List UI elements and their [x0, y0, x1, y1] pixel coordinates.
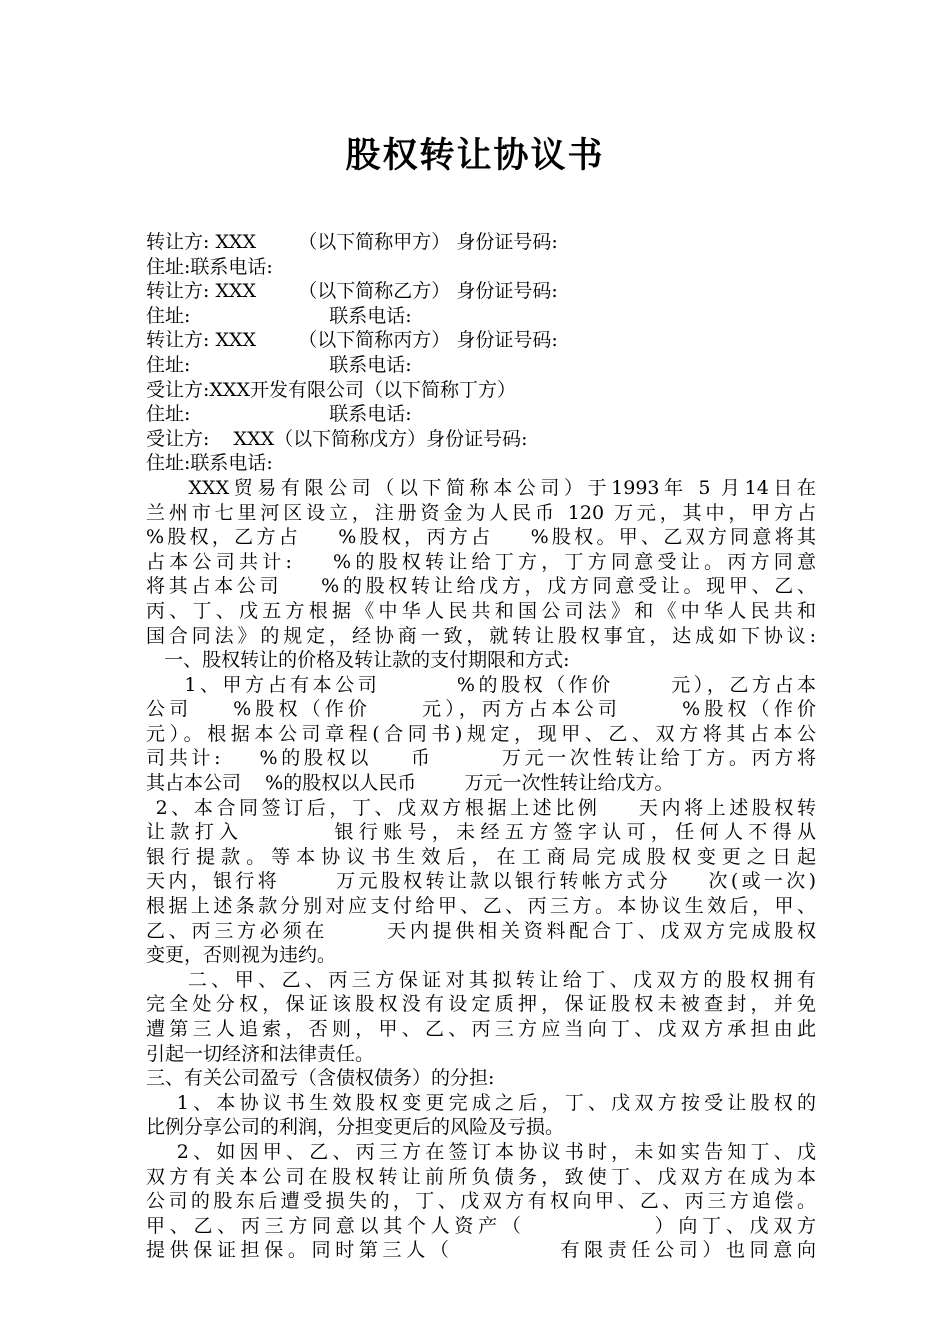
text-line: 转让方: XXX （以下简称甲方） 身份证号码: — [146, 231, 558, 253]
text-line: 司共计: %的股权以 币 万元一次性转让给丁方。丙方将 — [146, 747, 816, 770]
text-line: 转让方: XXX （以下简称丙方） 身份证号码: — [146, 329, 558, 352]
text-line: 住址:联系电话: — [146, 255, 273, 278]
text-line: 住址: 联系电话: — [146, 403, 412, 426]
text-line: 住址: 联系电话: — [146, 304, 412, 327]
text-line: 公司的股东后遭受损失的，丁、戊双方有权向甲、乙、丙三方追偿。 — [146, 1190, 816, 1213]
text-line: 受让方: XXX（以下简称戊方）身份证号码: — [146, 427, 528, 450]
text-line: 提供保证担保。同时第三人（ 有限责任公司）也同意向 — [146, 1239, 816, 1262]
text-line: 一、股权转让的价格及转让款的支付期限和方式: — [146, 649, 570, 672]
text-line: 住址:联系电话: — [146, 452, 273, 475]
text-line: 比例分享公司的利润，分担变更后的风险及亏损。 — [146, 1116, 565, 1139]
text-line: 丙、丁、戊五方根据《中华人民共和国公司法》和《中华人民共和 — [146, 599, 816, 622]
text-line: 银行提款。等本协议书生效后，在工商局完成股权变更之日起 — [146, 845, 816, 868]
text-line: 遭第三人追索，否则，甲、乙、丙三方应当向丁、戊双方承担由此 — [146, 1018, 816, 1040]
text-line: 占本公司共计: %的股权转让给丁方，丁方同意受让。丙方同意 — [146, 550, 816, 573]
text-line: 二、甲、乙、丙三方保证对其拟转让给丁、戊双方的股权拥有 — [146, 968, 816, 991]
text-line: 其占本公司 %的股权以人民币 万元一次性转让给戊方。 — [146, 772, 674, 795]
text-line: 1、甲方占有本公司 %的股权（作价 元），乙方占本 — [146, 673, 816, 696]
text-line: 1、本协议书生效股权变更完成之后，丁、戊双方按受让股权的 — [146, 1091, 816, 1114]
text-line: 乙、丙三方必须在 天内提供相关资料配合丁、戊双方完成股权 — [146, 919, 816, 942]
text-line: 2、如因甲、乙、丙三方在签订本协议书时，未如实告知丁、戊 — [146, 1140, 816, 1163]
text-line: 兰州市七里河区设立，注册资金为人民币 120 万元，其中，甲方占 — [146, 501, 816, 524]
text-line: 根据上述条款分别对应支付给甲、乙、丙三方。本协议生效后，甲、 — [146, 895, 816, 918]
text-line: 元）。根据本公司章程(合同书)规定，现甲、乙、双方将其占本公 — [146, 722, 816, 745]
text-line: 将其占本公司 %的股权转让给戊方，戊方同意受让。现甲、乙、 — [146, 575, 816, 598]
text-line: 双方有关本公司在股权转让前所负债务，致使丁、戊双方在成为本 — [146, 1165, 816, 1188]
text-line: 转让方: XXX （以下简称乙方） 身份证号码: — [146, 280, 558, 303]
document-title: 股权转让协议书 — [345, 135, 605, 176]
text-line: 住址: 联系电话: — [146, 353, 412, 376]
text-line: 2、本合同签订后，丁、戊双方根据上述比例 天内将上述股权转 — [146, 796, 816, 819]
text-line: 天内，银行将 万元股权转让款以银行转帐方式分 次(或一次) — [146, 870, 816, 893]
text-line: 受让方:XXX开发有限公司（以下简称丁方） — [146, 378, 516, 401]
text-line: 国合同法》的规定，经协商一致，就转让股权事宜，达成如下协议: — [146, 624, 816, 647]
text-line: 三、有关公司盈亏（含债权债务）的分担: — [146, 1067, 495, 1090]
text-line: 甲、乙、丙三方同意以其个人资产（ ）向丁、戊双方 — [146, 1214, 816, 1237]
text-line: 公司 %股权（作价 元），丙方占本公司 %股权（作价 — [146, 698, 816, 721]
text-line: 引起一切经济和法律责任。 — [146, 1042, 375, 1065]
text-line: 变更，否则视为违约。 — [146, 944, 337, 967]
text-line: XXX贸易有限公司（以下简称本公司）于1993年 5 月14日在 — [146, 476, 816, 499]
text-line: 完全处分权，保证该股权没有设定质押，保证股权未被查封，并免 — [146, 993, 816, 1016]
text-line: 让款打入 银行账号，未经五方签字认可，任何人不得从 — [146, 821, 816, 844]
text-line: %股权，乙方占 %股权，丙方占 %股权。甲、乙双方同意将其 — [146, 526, 816, 549]
document-body — [146, 230, 816, 1263]
